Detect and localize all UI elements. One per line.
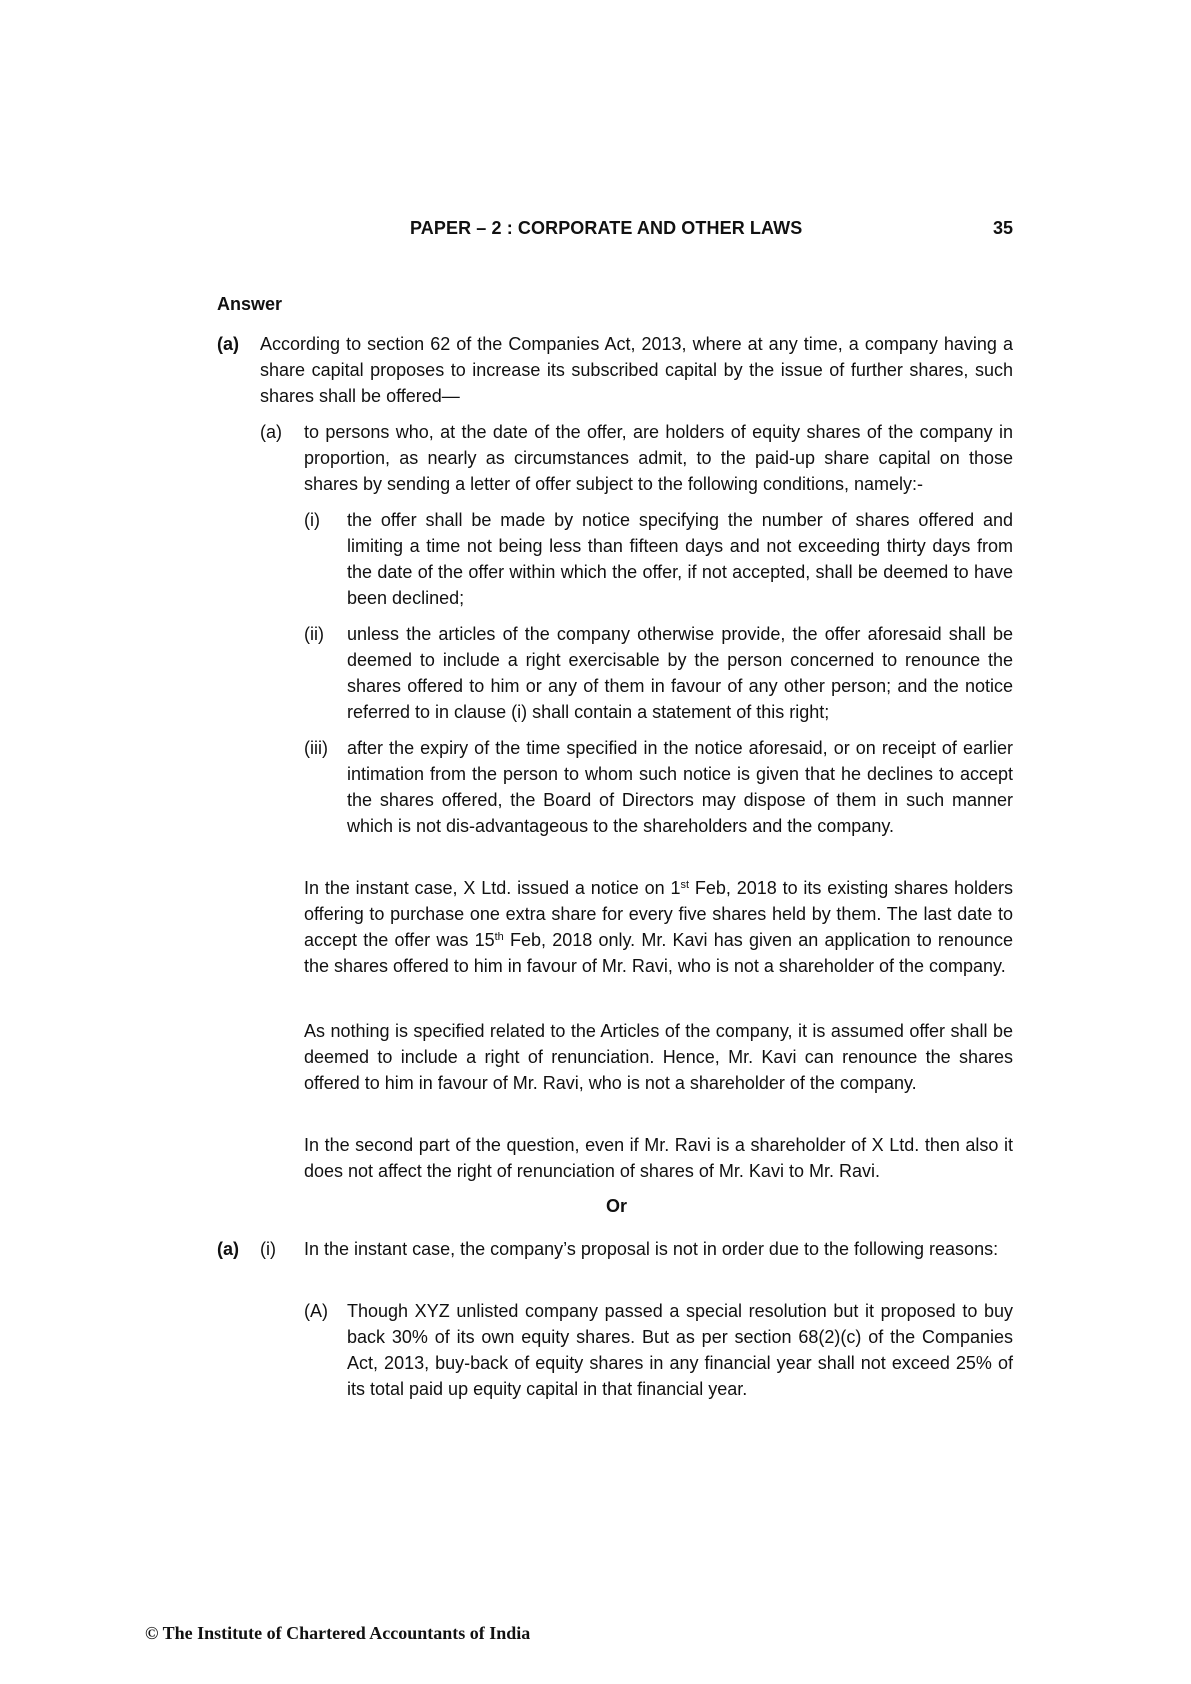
page-number: 35 <box>993 218 1014 238</box>
item-i-text: the offer shall be made by notice specifying the number of shares offered and limiting a time not being less than fifteen days and not exceeding thirty days from the date of the offer within which the offer, if not accepted, shall be deemed to have been declined; <box>347 510 1013 608</box>
page-header-title: PAPER – 2 : CORPORATE AND OTHER LAWS <box>410 218 803 238</box>
item-ii-block <box>347 621 1013 725</box>
item-i-label: (i) <box>304 510 320 530</box>
part-a-intro <box>260 331 1013 409</box>
case-text-3: Feb, 2018 only. Mr. Kavi has given an application to renounce the shares offered to him in favour of Mr. Ravi, who is not a shareholder of the company. <box>304 930 1013 976</box>
item-iii-text: after the expiry of the time specified in the notice aforesaid, or on receipt of earlier intimation from the person to whom such notice is given that he declines to accept the shares offered, the Board of Directors may dispose of them in such manner which is not dis-advantageous to the shareholders and the company. <box>347 738 1013 836</box>
alt-item-a-text: Though XYZ unlisted company passed a special resolution but it proposed to buy back 30% of its own equity shares. But as per section 68(2)(c) of the Companies Act, 2013, buy-back of equity shares in any financial year shall not exceed 25% of its total paid up equity capital in that financial year. <box>347 1301 1013 1399</box>
alt-intro-text: In the instant case, the company’s proposal is not in order due to the following reasons: <box>304 1239 999 1259</box>
case-sup-2: th <box>494 931 504 943</box>
alt-intro-block <box>304 1236 1013 1262</box>
part-a-intro-text: According to section 62 of the Companies Act, 2013, where at any time, a company having a share capital proposes to increase its subscribed capital by the issue of further shares, such shares shall be offered— <box>260 334 1013 406</box>
or-separator: Or <box>606 1196 628 1216</box>
case-paragraph-text <box>304 875 1013 979</box>
item-iii-label: (iii) <box>304 738 328 758</box>
sub-a-block <box>304 419 1013 497</box>
sub-a-label: (a) <box>260 422 282 442</box>
case-text-2: Feb, 2018 to its existing shares holders offering to purchase one extra share for every five shares held by them. The last date to accept the offer was 15 <box>304 878 1013 950</box>
second-part-paragraph <box>304 1132 1013 1184</box>
alt-sub-i-label: (i) <box>260 1239 276 1259</box>
part-a-label: (a) <box>217 334 239 354</box>
alt-item-a-label: (A) <box>304 1301 328 1321</box>
renunciation-paragraph-text: As nothing is specified related to the Articles of the company, it is assumed offer shall be deemed to include a right of renunciation. Hence, Mr. Kavi can renounce the shares offered to him in favour of Mr. Ravi, who is not a shareholder of the company. <box>304 1021 1013 1093</box>
alt-item-a-block <box>347 1298 1013 1402</box>
item-ii-text: unless the articles of the company otherwise provide, the offer aforesaid shall be deemed to include a right exercisable by the person concerned to renounce the shares offered to him or any of them in favour of any other person; and the notice referred to in clause (i) shall contain a statement of this right; <box>347 624 1013 722</box>
answer-heading: Answer <box>217 294 283 314</box>
second-part-paragraph-text: In the second part of the question, even if Mr. Ravi is a shareholder of X Ltd. then also it does not affect the right of renunciation of shares of Mr. Kavi to Mr. Ravi. <box>304 1135 1013 1181</box>
renunciation-paragraph <box>304 1018 1013 1096</box>
case-paragraph <box>304 875 1013 979</box>
item-ii-label: (ii) <box>304 624 324 644</box>
alt-part-a-label: (a) <box>217 1239 239 1259</box>
case-sup-1: st <box>680 879 690 891</box>
page-footer: © The Institute of Chartered Accountants of India <box>145 1623 531 1643</box>
item-i-block <box>347 507 1013 611</box>
sub-a-text: to persons who, at the date of the offer, are holders of equity shares of the company in proportion, as nearly as circumstances admit, to the paid-up share capital on those shares by sending a letter of offer subject to the following conditions, namely:- <box>304 422 1013 494</box>
item-iii-block <box>347 735 1013 839</box>
case-text-1: In the instant case, X Ltd. issued a notice on 1 <box>304 878 681 898</box>
